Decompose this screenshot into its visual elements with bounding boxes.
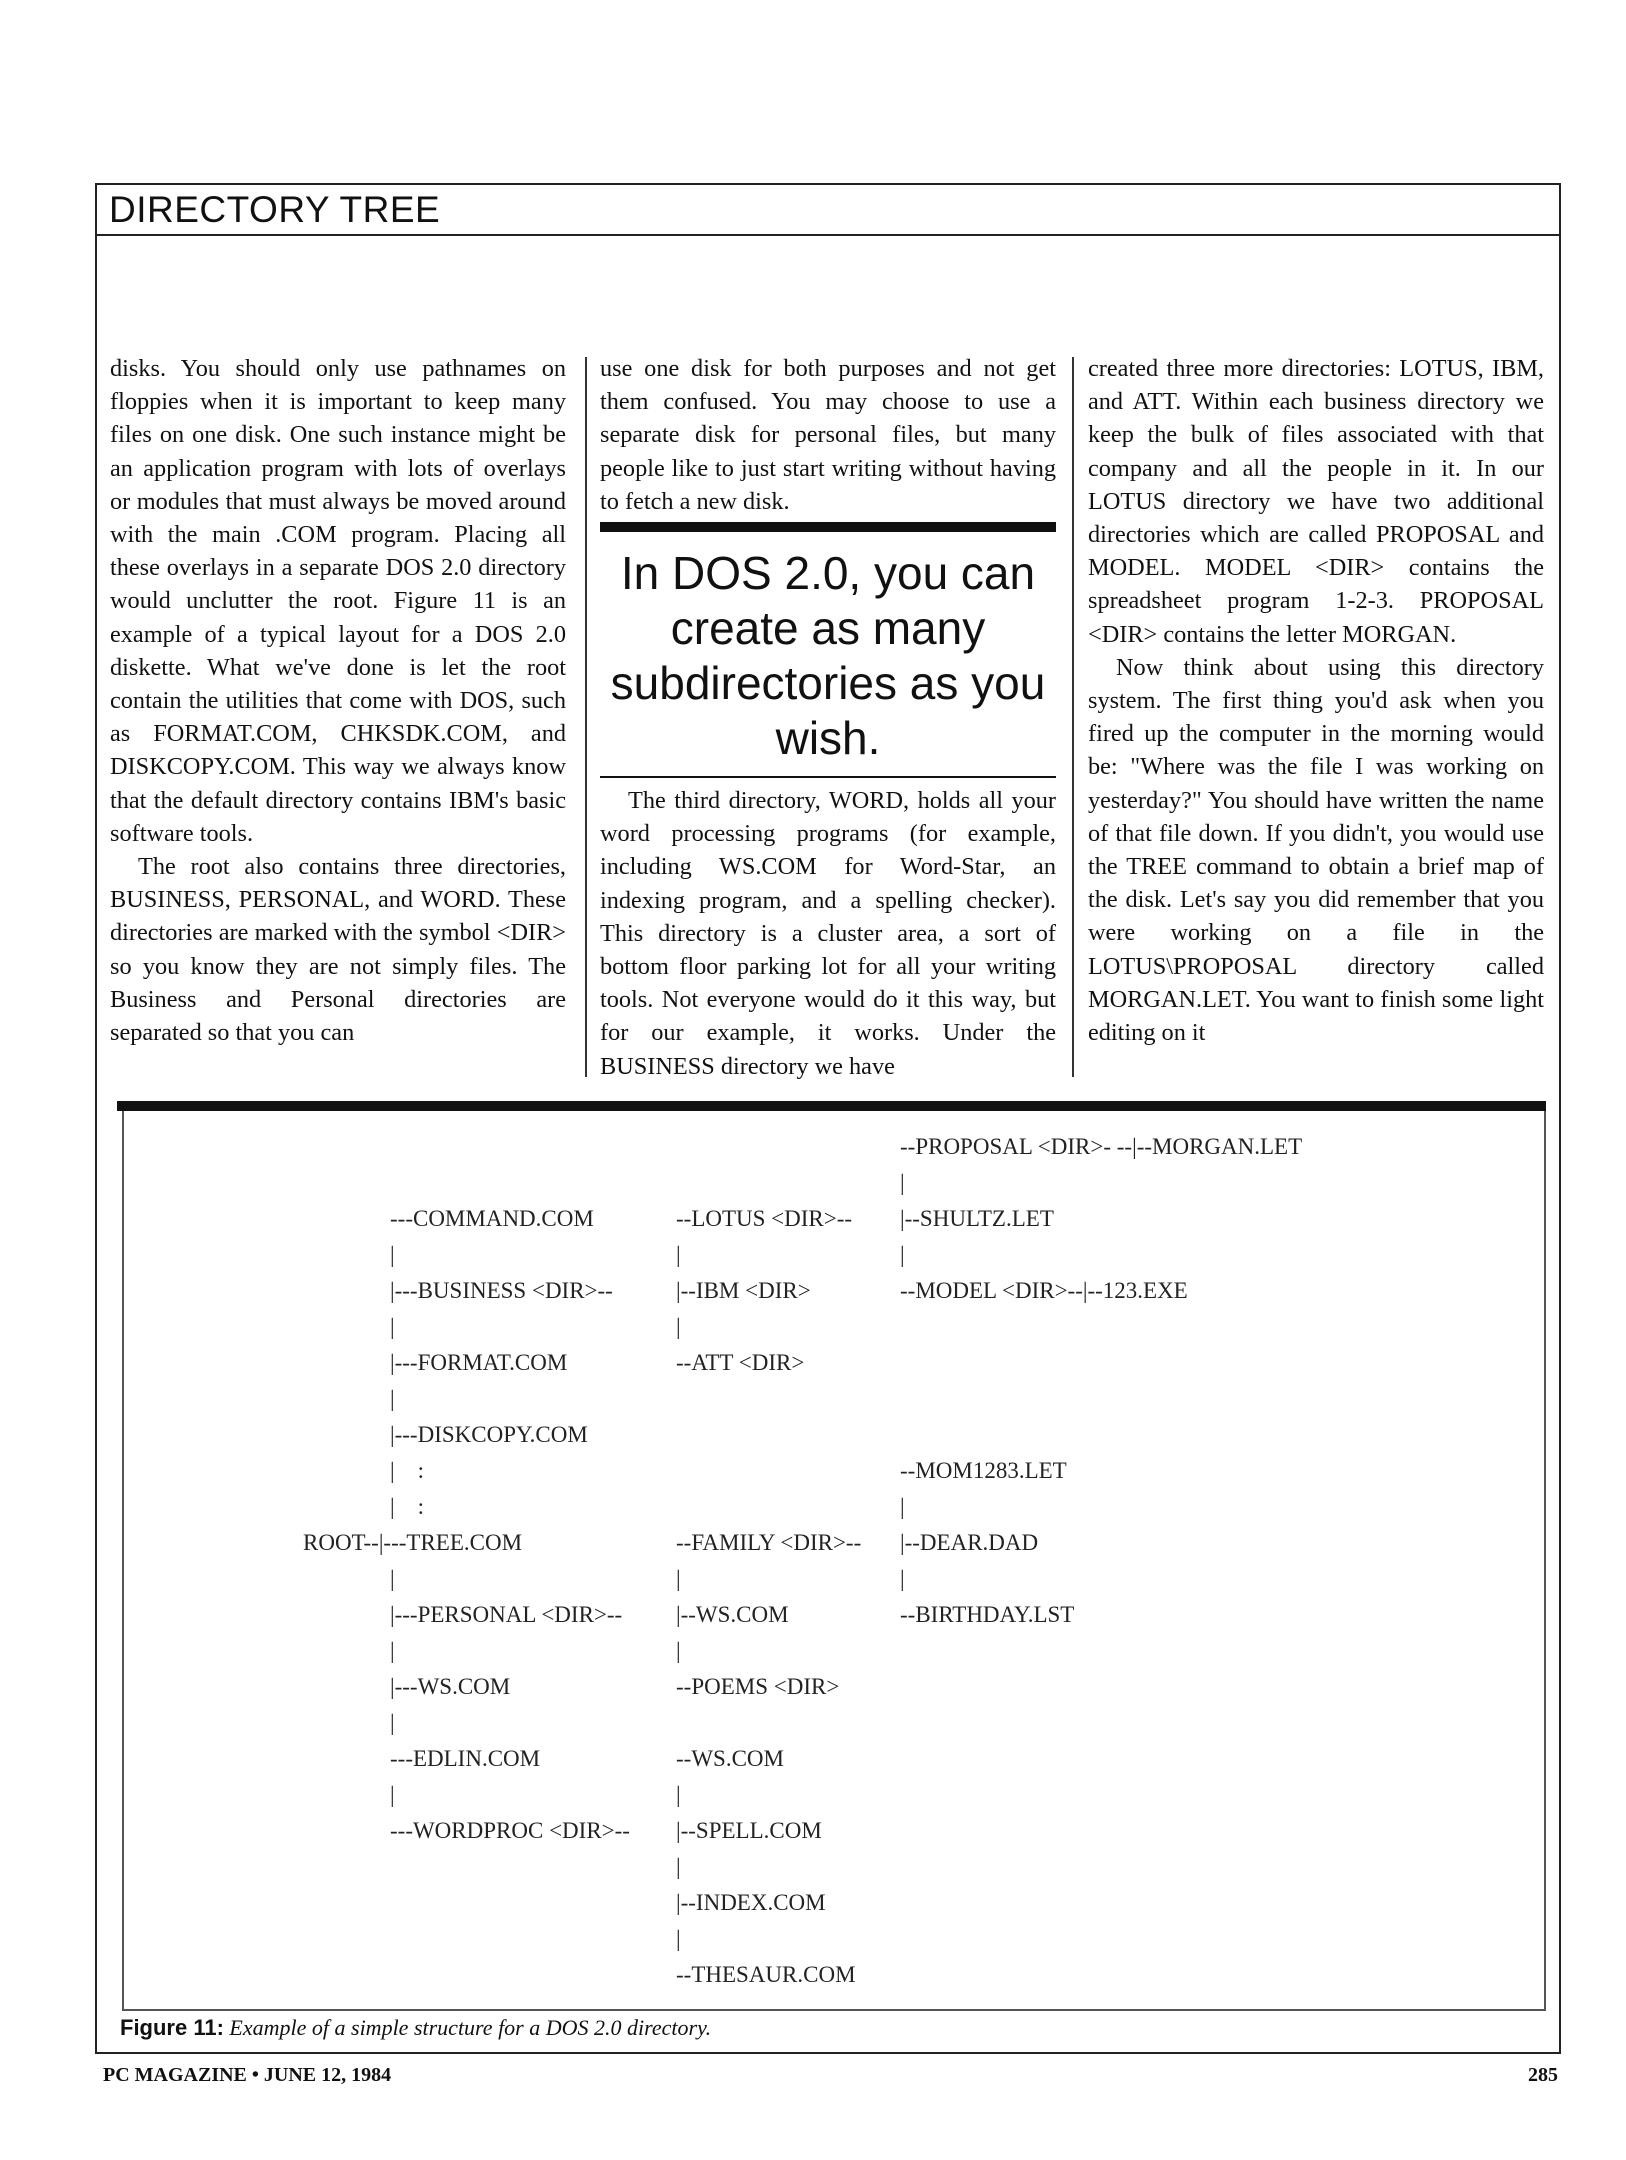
tree-entry: ---COMMAND.COM xyxy=(390,1206,594,1231)
tree-connector: | xyxy=(900,1566,905,1591)
tree-connector: | xyxy=(390,1710,395,1735)
tree-connector: | xyxy=(900,1242,905,1267)
tree-connector: | xyxy=(676,1782,681,1807)
tree-connector: | xyxy=(390,1638,395,1663)
tree-connector: | xyxy=(390,1242,395,1267)
text-column-3 xyxy=(1088,352,1544,1049)
section-header xyxy=(95,183,1561,236)
tree-entry: |--WS.COM xyxy=(676,1602,789,1627)
tree-entry: --LOTUS <DIR>-- xyxy=(676,1206,853,1231)
tree-entry: ---EDLIN.COM xyxy=(390,1746,541,1771)
text-column-1 xyxy=(110,352,566,1049)
column-divider xyxy=(585,357,587,1077)
section-title: DIRECTORY TREE xyxy=(109,189,441,230)
tree-entry: |--DEAR.DAD xyxy=(900,1530,1039,1555)
tree-entry: ---WORDPROC <DIR>-- xyxy=(390,1818,630,1843)
figure-caption-text: Example of a simple structure for a DOS 2.0 directory. xyxy=(229,2015,712,2040)
paragraph: The third directory, WORD, holds all your word processing programs (for example, including WS.COM for Word-Star, an indexing program, and a spelling checker). This directory is a cluster area, a sort of bottom floor parking lot for all your writing tools. Not everyone would do it this way, but for our example, it works. Under the BUSINESS directory we have xyxy=(600,787,1056,1080)
tree-entry: |--SHULTZ.LET xyxy=(900,1206,1054,1231)
paragraph: created three more directories: LOTUS, IBM, and ATT. Within each business directory we keep the bulk of files associated with that company and all the people in it. In our LOTUS directory we have two additional directories which are called PROPOSAL and MODEL. MODEL <DIR> contains the spreadsheet program 1-2-3. PROPOSAL <DIR> contains the letter MORGAN. xyxy=(1088,355,1544,648)
figure-top-rule xyxy=(117,1101,1546,1111)
tree-entry: --PROPOSAL <DIR>- --|--MORGAN.LET xyxy=(900,1134,1303,1159)
tree-entry: --THESAUR.COM xyxy=(676,1962,856,1987)
tree-connector: | xyxy=(390,1782,395,1807)
tree-entry: --FAMILY <DIR>-- xyxy=(676,1530,862,1555)
tree-connector: | xyxy=(676,1854,681,1879)
tree-connector: | xyxy=(676,1926,681,1951)
paragraph: use one disk for both purposes and not get them confused. You may choose to use a separate disk for personal files, but many people like to just start writing without having to fetch a new disk. xyxy=(600,355,1056,515)
tree-entry: --WS.COM xyxy=(676,1746,784,1771)
tree-connector: | : xyxy=(390,1494,424,1519)
tree-entry: --ATT <DIR> xyxy=(676,1350,805,1375)
text-column-2 xyxy=(600,352,1056,518)
page-number: 285 xyxy=(1528,2064,1558,2086)
tree-connector: | xyxy=(390,1314,395,1339)
figure-label: Figure 11: xyxy=(120,2015,224,2040)
tree-root: ROOT--|---TREE.COM xyxy=(303,1530,523,1555)
text-column-2-continued xyxy=(600,784,1056,1083)
tree-connector: | xyxy=(676,1566,681,1591)
tree-entry: --POEMS <DIR> xyxy=(676,1674,840,1699)
tree-connector: | xyxy=(676,1242,681,1267)
tree-connector: | xyxy=(900,1494,905,1519)
column-divider xyxy=(1072,357,1074,1077)
tree-connector: | xyxy=(676,1638,681,1663)
tree-entry: |--INDEX.COM xyxy=(676,1890,826,1915)
tree-entry: --BIRTHDAY.LST xyxy=(900,1602,1075,1627)
tree-entry: |--SPELL.COM xyxy=(676,1818,822,1843)
figure-box xyxy=(122,1111,1546,2011)
tree-entry: |---WS.COM xyxy=(390,1674,511,1699)
figure-caption xyxy=(120,2015,711,2041)
paragraph: disks. You should only use pathnames on floppies when it is important to keep many files on one disk. One such instance might be an application program with lots of overlays or modules that must always be moved around with the main .COM program. Placing all these overlays in a separate DOS 2.0 directory would unclutter the root. Figure 11 is an example of a typical layout for a DOS 2.0 diskette. What we've done is let the root contain the utilities that come with DOS, such as FORMAT.COM, CHKSDK.COM, and DISKCOPY.COM. This way we always know that the default directory contains IBM's basic software tools. xyxy=(110,355,566,847)
tree-connector: | xyxy=(676,1314,681,1339)
paragraph: The root also contains three directories, BUSINESS, PERSONAL, and WORD. These directories are marked with the symbol <DIR> so you know they are not simply files. The Business and Personal directories are separated so that you can xyxy=(110,853,566,1047)
tree-connector: | xyxy=(390,1566,395,1591)
tree-connector: | : xyxy=(390,1458,424,1483)
tree-entry: --MODEL <DIR>--|--123.EXE xyxy=(900,1278,1188,1303)
tree-entry: --MOM1283.LET xyxy=(900,1458,1067,1483)
tree-entry: |---PERSONAL <DIR>-- xyxy=(390,1602,623,1627)
tree-connector: | xyxy=(900,1170,905,1195)
tree-entry: |---DISKCOPY.COM xyxy=(390,1422,588,1447)
paragraph: Now think about using this directory system. The first thing you'd ask when you fired up the computer in the morning would be: "Where was the file I was working on yesterday?" You should have written the name of that file down. If you didn't, you would use the TREE command to obtain a brief map of the disk. Let's say you did remember that you were working on a file in the LOTUS\PROPOSAL directory called MORGAN.LET. You want to finish some light editing on it xyxy=(1088,653,1544,1047)
tree-entry: |---FORMAT.COM xyxy=(390,1350,568,1375)
pull-quote: In DOS 2.0, you can create as many subdirectories as you wish. xyxy=(600,522,1056,778)
tree-entry: |---BUSINESS <DIR>-- xyxy=(390,1278,613,1303)
tree-connector: | xyxy=(390,1386,395,1411)
tree-entry: |--IBM <DIR> xyxy=(676,1278,811,1303)
footer-publication: PC MAGAZINE • JUNE 12, 1984 xyxy=(103,2064,392,2086)
